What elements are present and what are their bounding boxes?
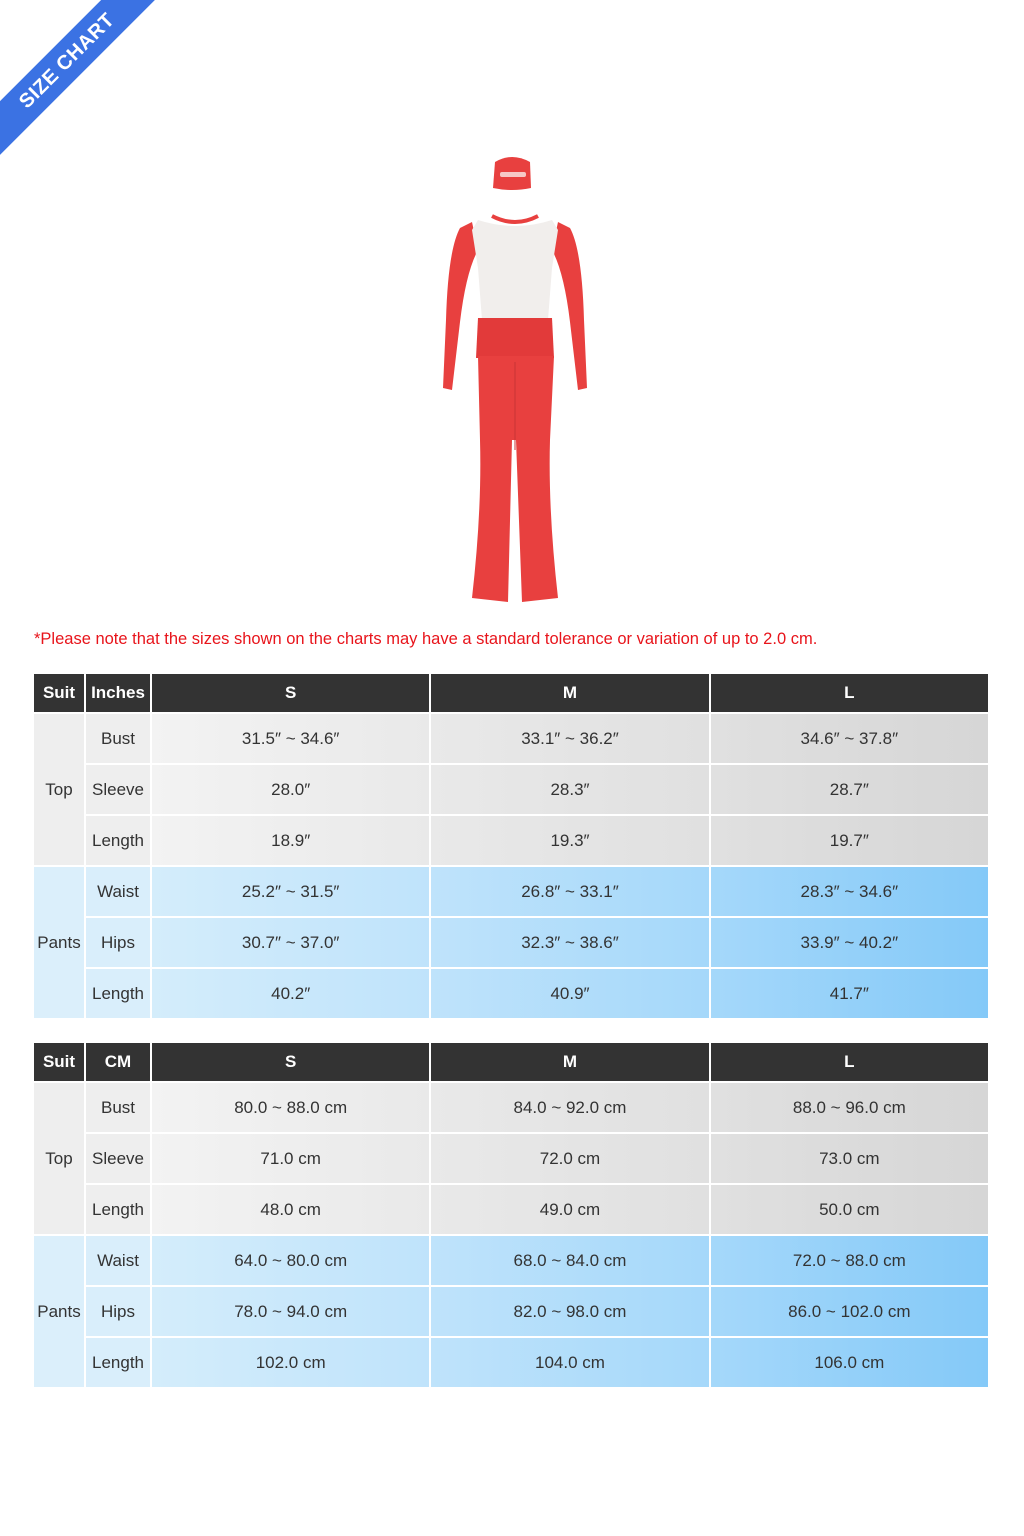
header-suit: Suit [34,1043,84,1081]
header-unit: CM [86,1043,150,1081]
cell-s: 64.0 ~ 80.0 cm [152,1236,429,1285]
header-size-s: S [152,1043,429,1081]
cm-size-table [32,1041,990,1389]
cell-s: 102.0 cm [152,1338,429,1387]
measure-label: Waist [86,867,150,916]
cell-m: 84.0 ~ 92.0 cm [431,1083,708,1132]
cell-s: 48.0 cm [152,1185,429,1234]
header-size-m: M [431,1043,708,1081]
cell-s: 31.5″ ~ 34.6″ [152,714,429,763]
cell-m: 28.3″ [431,765,708,814]
cell-l: 33.9″ ~ 40.2″ [711,918,988,967]
cell-l: 34.6″ ~ 37.8″ [711,714,988,763]
inches-size-table [32,672,990,1020]
table-row [34,969,988,1018]
cell-s: 18.9″ [152,816,429,865]
cell-m: 33.1″ ~ 36.2″ [431,714,708,763]
cell-s: 30.7″ ~ 37.0″ [152,918,429,967]
measure-label: Hips [86,1287,150,1336]
cell-l: 86.0 ~ 102.0 cm [711,1287,988,1336]
group-top: Top [34,714,84,865]
cell-m: 40.9″ [431,969,708,1018]
table-row [34,1287,988,1336]
size-chart-ribbon [0,0,160,160]
table-row [34,1083,988,1132]
cell-m: 72.0 cm [431,1134,708,1183]
header-size-l: L [711,1043,988,1081]
cell-m: 26.8″ ~ 33.1″ [431,867,708,916]
group-pants: Pants [34,867,84,1018]
cell-m: 32.3″ ~ 38.6″ [431,918,708,967]
measure-label: Hips [86,918,150,967]
cell-l: 28.7″ [711,765,988,814]
cell-s: 40.2″ [152,969,429,1018]
cell-l: 41.7″ [711,969,988,1018]
cell-s: 71.0 cm [152,1134,429,1183]
cell-m: 68.0 ~ 84.0 cm [431,1236,708,1285]
visor-icon [493,157,531,190]
header-suit: Suit [34,674,84,712]
header-size-l: L [711,674,988,712]
cell-l: 28.3″ ~ 34.6″ [711,867,988,916]
measure-label: Length [86,1338,150,1387]
cell-l: 72.0 ~ 88.0 cm [711,1236,988,1285]
tolerance-note: *Please note that the sizes shown on the charts may have a standard tolerance or variation of up to 2.0 cm. [34,630,818,648]
cell-l: 73.0 cm [711,1134,988,1183]
cell-s: 25.2″ ~ 31.5″ [152,867,429,916]
table-row [34,816,988,865]
cell-s: 80.0 ~ 88.0 cm [152,1083,429,1132]
cell-l: 50.0 cm [711,1185,988,1234]
ribbon-label: SIZE CHART [0,0,160,156]
header-size-s: S [152,674,429,712]
table-row [34,765,988,814]
cell-m: 49.0 cm [431,1185,708,1234]
measure-label: Bust [86,1083,150,1132]
cell-s: 78.0 ~ 94.0 cm [152,1287,429,1336]
cell-m: 19.3″ [431,816,708,865]
cell-m: 104.0 cm [431,1338,708,1387]
table-row [34,714,988,763]
table-row [34,1236,988,1285]
measure-label: Length [86,816,150,865]
measure-label: Length [86,969,150,1018]
measure-label: Sleeve [86,1134,150,1183]
table-row [34,918,988,967]
group-pants: Pants [34,1236,84,1387]
cell-m: 82.0 ~ 98.0 cm [431,1287,708,1336]
table-row [34,867,988,916]
cell-l: 19.7″ [711,816,988,865]
header-size-m: M [431,674,708,712]
measure-label: Bust [86,714,150,763]
table-row [34,1338,988,1387]
cell-s: 28.0″ [152,765,429,814]
measure-label: Length [86,1185,150,1234]
table-row [34,1134,988,1183]
cell-l: 88.0 ~ 96.0 cm [711,1083,988,1132]
table-row [34,1185,988,1234]
measure-label: Sleeve [86,765,150,814]
cell-l: 106.0 cm [711,1338,988,1387]
group-top: Top [34,1083,84,1234]
measure-label: Waist [86,1236,150,1285]
outfit-product-image [430,150,600,610]
header-unit: Inches [86,674,150,712]
